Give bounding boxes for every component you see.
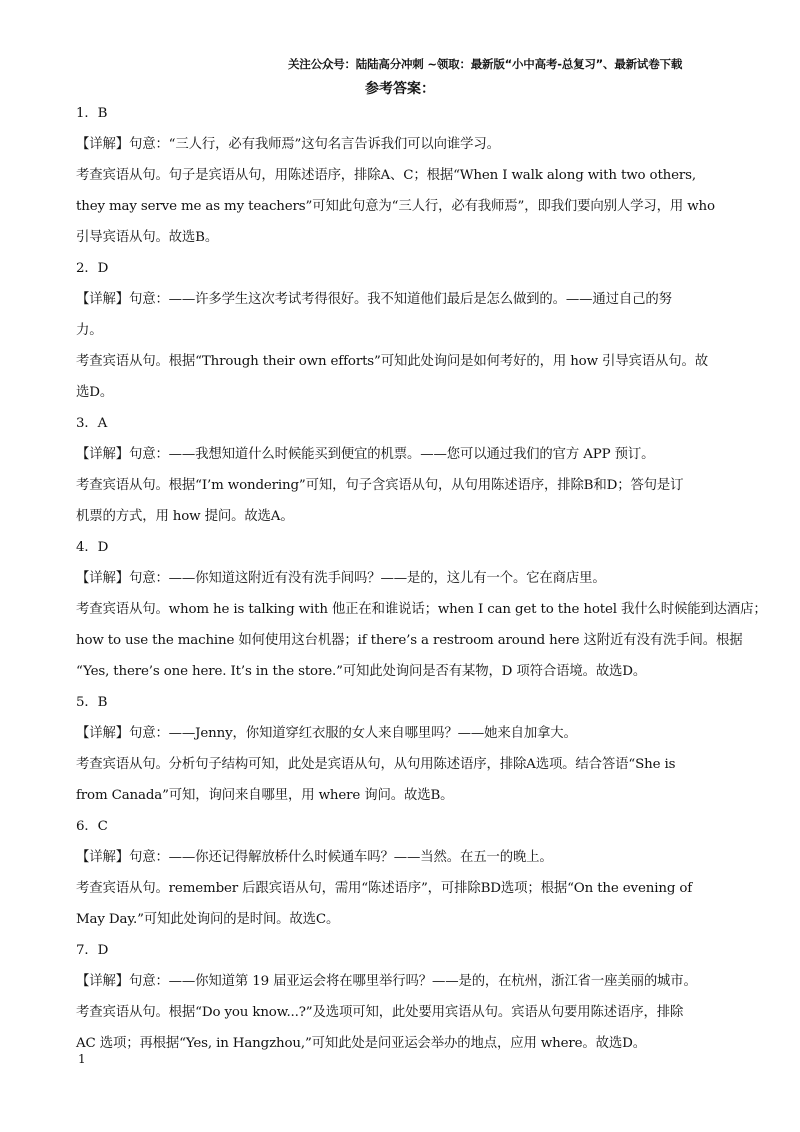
answer-line: AC 选项；再根据“Yes, in Hangzhou,”可知此处是问亚运会举办的地点，应用 where。故选D。 bbox=[76, 1036, 646, 1051]
answer-line: how to use the machine 如何使用这台机器；if there’s a restroom around here 这附近有没有洗手间。根据 bbox=[76, 633, 743, 648]
answer-line: “Yes, there’s one here. It’s in the store.”可知此处询问是否有某物，D 项符合语境。故选D。 bbox=[76, 664, 647, 679]
answer-line: 【详解】句意：“三人行，必有我师焉”这句名言告诉我们可以向谁学习。 bbox=[76, 137, 500, 152]
answer-block-2 bbox=[76, 253, 726, 408]
answers-title: 参考答案： bbox=[365, 81, 435, 97]
answer-line: from Canada”可知，询问来自哪里，用 where 询问。故选B。 bbox=[76, 788, 454, 803]
answer-line: 考查宾语从句。分析句子结构可知，此处是宾语从句，从句用陈述语序，排除A选项。结合答语“She is bbox=[76, 757, 676, 772]
answer-line: 考查宾语从句。根据“Through their own efforts”可知此处询问是如何考好的，用 how 引导宾语从句。故 bbox=[76, 354, 708, 369]
answer-block-1 bbox=[76, 98, 726, 253]
answer-block-3 bbox=[76, 408, 726, 532]
answer-line: 考查宾语从句。根据“I’m wondering”可知，句子含宾语从句，从句用陈述语序，排除B和D；答句是订 bbox=[76, 478, 684, 493]
answer-number: 1．B bbox=[76, 106, 108, 121]
answer-line: 【详解】句意：——你知道第 19 届亚运会将在哪里举行吗？——是的，在杭州，浙江省一座美丽的城市。 bbox=[76, 974, 697, 989]
answer-number: 5．B bbox=[76, 695, 108, 710]
answer-number: 7．D bbox=[76, 943, 109, 958]
answer-block-7 bbox=[76, 935, 726, 1059]
answer-number: 2．D bbox=[76, 261, 109, 276]
answer-line: 【详解】句意：——你还记得解放桥什么时候通车吗？——当然。在五一的晚上。 bbox=[76, 850, 553, 865]
answer-line: 【详解】句意：——我想知道什么时候能买到便宜的机票。——您可以通过我们的官方 APP 预订。 bbox=[76, 447, 655, 462]
answer-line: 【详解】句意：——你知道这附近有没有洗手间吗？——是的，这儿有一个。它在商店里。 bbox=[76, 571, 606, 586]
answer-block-6 bbox=[76, 811, 726, 935]
header-note: 关注公众号：陆陆高分冲刺 ~领取：最新版“小中高考-总复习”、最新试卷下载 bbox=[288, 57, 683, 71]
answer-number: 3．A bbox=[76, 416, 108, 431]
answer-line: 机票的方式，用 how 提问。故选A。 bbox=[76, 509, 294, 524]
answer-block-5 bbox=[76, 687, 726, 811]
answer-block-4 bbox=[76, 532, 767, 687]
answer-line: May Day.”可知此处询问的是时间。故选C。 bbox=[76, 912, 340, 927]
answer-line: 选D。 bbox=[76, 385, 114, 400]
answers-content bbox=[76, 98, 767, 1059]
answer-line: 【详解】句意：——Jenny，你知道穿红衣服的女人来自哪里吗？——她来自加拿大。 bbox=[76, 726, 577, 741]
answer-line: 考查宾语从句。句子是宾语从句，用陈述语序，排除A、C；根据“When I walk along with two others, bbox=[76, 168, 697, 183]
answer-line: 考查宾语从句。remember 后跟宾语从句，需用“陈述语序”，可排除BD选项；根据“On the evening of bbox=[76, 881, 693, 896]
answer-line: 力。 bbox=[76, 323, 103, 338]
answer-line: 引导宾语从句。故选B。 bbox=[76, 230, 219, 245]
answer-line: they may serve me as my teachers”可知此句意为“三人行，必有我师焉”，即我们要向别人学习，用 who bbox=[76, 199, 715, 214]
answer-line: 考查宾语从句。whom he is talking with 他正在和谁说话；when I can get to the hotel 我什么时候能到达酒店； bbox=[76, 602, 767, 617]
answer-line: 【详解】句意：——许多学生这次考试考得很好。我不知道他们最后是怎么做到的。——通过自己的努 bbox=[76, 292, 672, 307]
answer-number: 4．D bbox=[76, 540, 109, 555]
answer-line: 考查宾语从句。根据“Do you know...?”及选项可知，此处要用宾语从句。宾语从句要用陈述语序，排除 bbox=[76, 1005, 684, 1020]
page-number: 1 bbox=[78, 1052, 86, 1066]
answer-number: 6．C bbox=[76, 819, 108, 834]
